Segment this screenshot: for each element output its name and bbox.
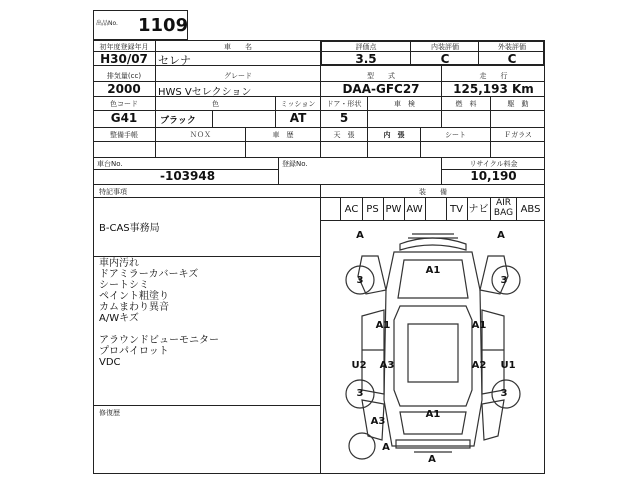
note-line (99, 324, 219, 335)
mark-rear-left-wheel: 3 (356, 388, 364, 399)
special-note-bcas: B-CAS事務局 (99, 223, 160, 234)
note-line: シートシミ (99, 280, 149, 291)
note-line: A/Wキズ (99, 313, 139, 324)
note-line: VDC (99, 357, 121, 368)
score-label: 評価点 (355, 43, 377, 51)
history-label: 車 歴 (272, 131, 294, 139)
equip-airbag: AIR BAG (493, 198, 514, 218)
seat-label: シート (445, 131, 466, 139)
front-bumper (400, 238, 466, 250)
chassis-label: 車台No. (97, 160, 123, 168)
grade-value: HWS Vセレクション (158, 87, 252, 98)
chassis-value: -103948 (160, 169, 216, 183)
model-label: 型 式 (367, 72, 395, 80)
registration-label: 登録No. (282, 160, 308, 168)
model-value: DAA-GFC27 (342, 82, 420, 96)
roof-label: 天 張 (333, 131, 355, 139)
color-code-value: G41 (110, 111, 138, 125)
mark-front-right-wheel: 3 (500, 275, 508, 286)
mileage-label: 走 行 (479, 72, 508, 80)
note-line: アラウンドビューモニター (99, 335, 219, 346)
mark-rear-left-quarter: A3 (370, 416, 386, 427)
lot-number-box (93, 10, 188, 40)
mark-rear-bumper-left: A (382, 442, 390, 453)
note-line: ペイント粗塗り (99, 291, 169, 302)
displacement-value: 2000 (107, 82, 141, 96)
vehicle-inspection-label: 車 検 (394, 100, 415, 108)
mark-front-right-corner: A (497, 230, 505, 241)
equip-ps: PS (366, 204, 379, 215)
spare-tire (349, 433, 375, 459)
equip-aw: AW (406, 204, 423, 215)
recycle-label: リサイクル料金 (469, 160, 518, 168)
mileage-value: 125,193 Km (453, 82, 534, 96)
fuel-label: 燃 料 (455, 100, 477, 108)
special-notes-title: 特記事項 (99, 188, 127, 196)
lot-number: 1109 (138, 15, 189, 36)
maintenance-label: 整備手帳 (110, 131, 138, 139)
rear-bumper (396, 440, 470, 448)
mark-left-rear-a: A3 (379, 360, 395, 371)
mark-rear-bumper-center: A (428, 454, 436, 465)
equip-ac: AC (344, 204, 359, 215)
mark-left-front-door: A1 (375, 320, 391, 331)
mark-right-rear-a: A2 (471, 360, 487, 371)
doors-label: ドア・形状 (326, 100, 362, 108)
equip-abs: ABS (520, 204, 541, 215)
score-value: 3.5 (355, 52, 377, 66)
cabin (394, 306, 472, 406)
mark-right-front-door: A1 (471, 320, 487, 331)
mark-hood: A1 (425, 265, 441, 276)
front-grille (408, 234, 458, 238)
color-label: 色 (212, 100, 219, 108)
note-line: 車内汚れ (99, 258, 139, 269)
equip-navi: ナビ (468, 204, 489, 215)
mark-front-left-wheel: 3 (356, 275, 364, 286)
equip-tv: TV (450, 204, 463, 215)
drive-label: 駆 動 (507, 100, 529, 108)
nox-label: ＮＯＸ (190, 131, 211, 139)
first-reg-label: 初年度登録年月 (99, 43, 149, 51)
lot-number-label: 出品No. (96, 20, 118, 27)
grade-label: グレード (224, 72, 252, 80)
mark-rear-right-wheel: 3 (500, 388, 508, 399)
displacement-label: 排気量(cc) (106, 72, 142, 80)
mark-front-left-corner: A (356, 230, 364, 241)
interior-cover-label: 内 張 (383, 131, 405, 139)
note-line: カムまわり異音 (99, 302, 169, 313)
exterior-value: C (507, 52, 517, 66)
equip-pw: PW (385, 204, 402, 215)
glass-label: Ｆガラス (504, 131, 532, 139)
mark-left-rear-u: U2 (351, 360, 367, 371)
note-line: プロパイロット (99, 346, 169, 357)
right-rear-quarter (482, 400, 504, 440)
mission-value: AT (289, 111, 307, 125)
roof (408, 324, 458, 382)
first-reg-value: H30/07 (100, 52, 148, 66)
mission-label: ミッション (280, 100, 316, 108)
recycle-value: 10,190 (470, 169, 517, 183)
color-code-label: 色コード (110, 100, 138, 108)
interior-label: 内装評価 (431, 43, 459, 51)
note-line: ドアミラーカバーキズ (99, 269, 199, 280)
special-notes-list (99, 258, 219, 368)
interior-value: C (440, 52, 450, 66)
car-name-value: セレナ (158, 54, 191, 67)
exterior-label: 外装評価 (498, 43, 526, 51)
mark-rear-hatch: A1 (425, 409, 441, 420)
equipment-title: 装 備 (419, 188, 447, 196)
repair-history-title: 修復歴 (99, 409, 120, 417)
doors-value: 5 (339, 111, 349, 125)
car-name-label: 車 名 (224, 43, 252, 51)
car-diagram (322, 220, 544, 470)
color-value: ブラック (160, 116, 196, 126)
mark-right-rear-u: U1 (500, 360, 516, 371)
